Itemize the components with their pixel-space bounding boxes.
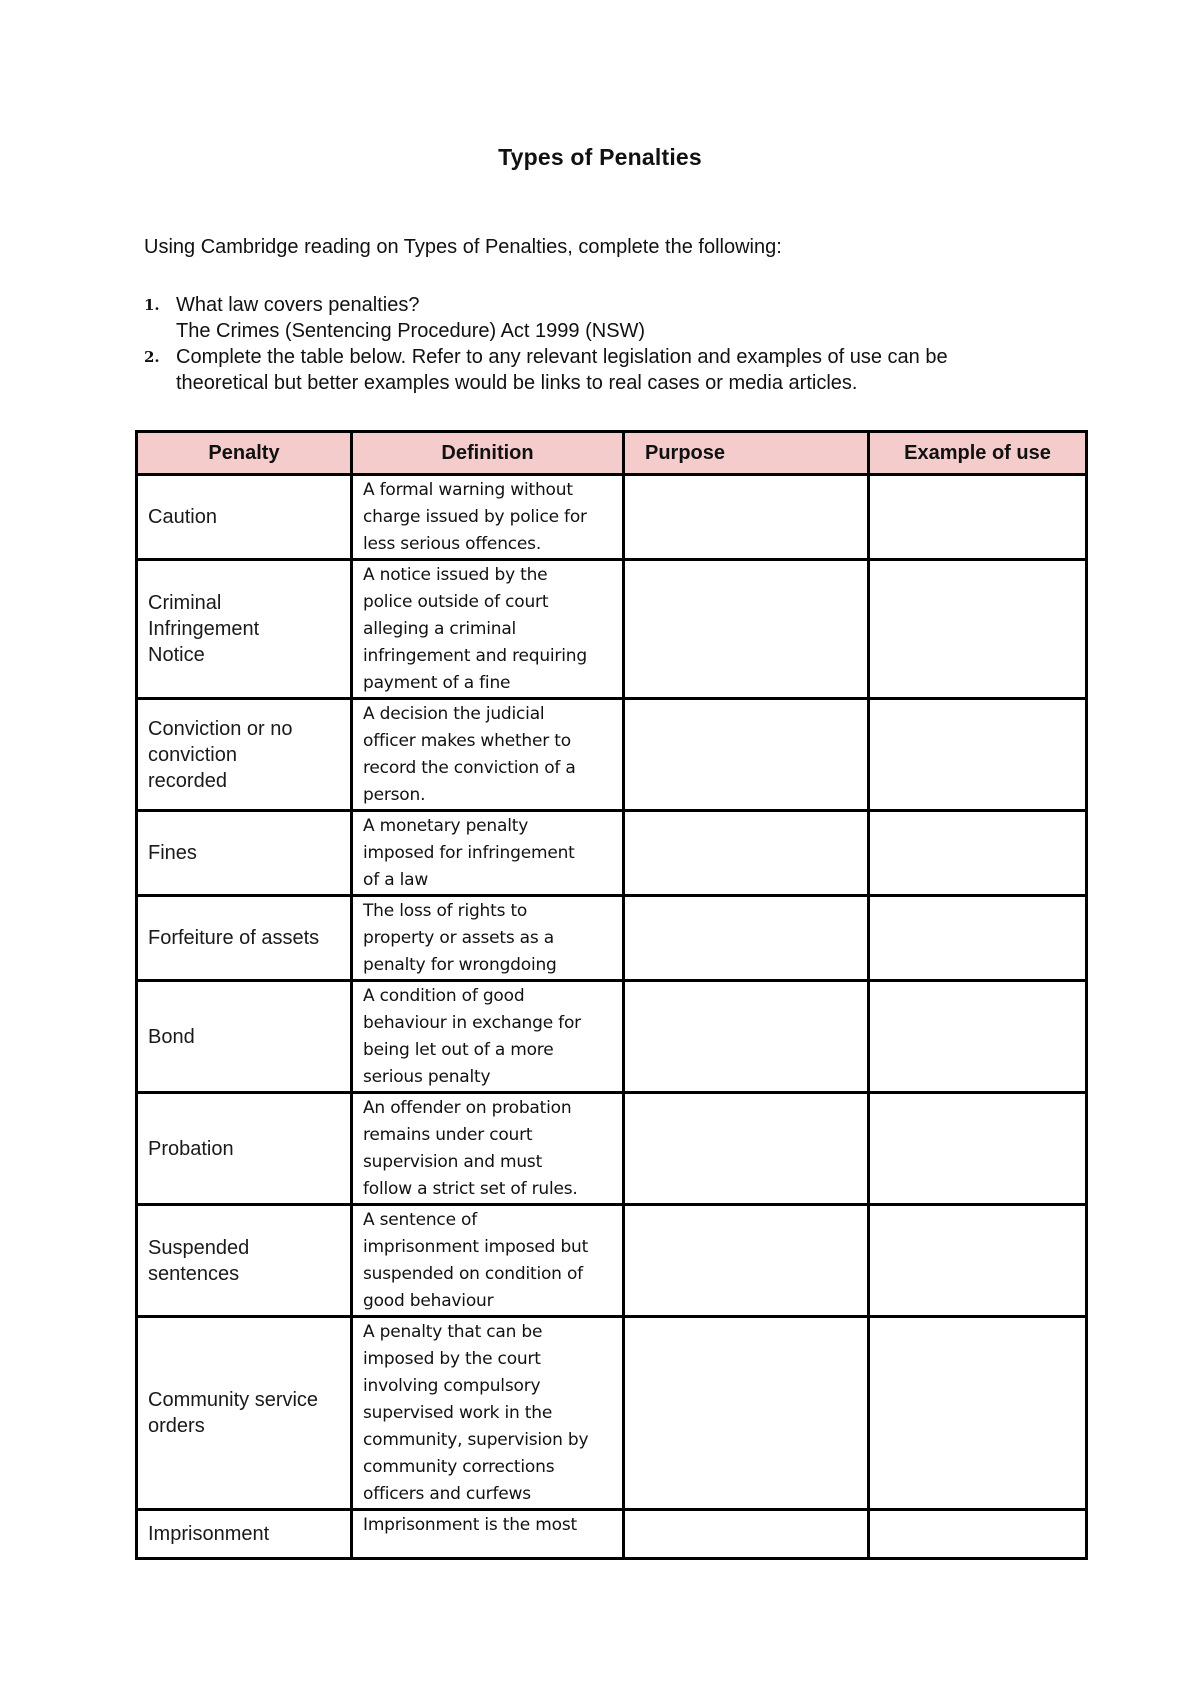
definition-text: A decision the judicial	[363, 704, 545, 724]
definition-text: follow a strict set of rules.	[363, 1179, 578, 1199]
definition-cell	[352, 560, 624, 699]
example-cell[interactable]	[869, 981, 1087, 1093]
purpose-cell[interactable]	[624, 1205, 869, 1317]
definition-text: imposed by the court	[363, 1349, 541, 1369]
header-purpose: Purpose	[624, 432, 869, 475]
penalty-cell	[137, 1205, 352, 1317]
definition-text: The loss of rights to	[363, 901, 528, 921]
table-row	[137, 896, 1087, 981]
table-body	[137, 475, 1087, 1559]
penalty-name: Criminal	[148, 592, 222, 614]
example-cell[interactable]	[869, 811, 1087, 896]
table-row	[137, 1093, 1087, 1205]
table-row	[137, 699, 1087, 811]
definition-text: record the conviction of a	[363, 758, 576, 778]
definition-text: involving compulsory	[363, 1376, 541, 1396]
definition-text: imposed for infringement	[363, 843, 575, 863]
definition-text: infringement and requiring	[363, 646, 587, 666]
penalty-name: Forfeiture of assets	[148, 927, 320, 949]
question-2	[144, 344, 1074, 396]
question-text-continued: theoretical but better examples would be links to real cases or media articles.	[176, 372, 858, 394]
penalty-name: Imprisonment	[148, 1523, 270, 1545]
definition-text: behaviour in exchange for	[363, 1013, 581, 1033]
definition-text: charge issued by police for	[363, 507, 587, 527]
penalty-cell	[137, 1317, 352, 1510]
penalty-name: Community service	[148, 1389, 319, 1411]
table-row	[137, 811, 1087, 896]
penalty-cell	[137, 699, 352, 811]
purpose-cell[interactable]	[624, 475, 869, 560]
definition-cell	[352, 1510, 624, 1559]
definition-text: A penalty that can be	[363, 1322, 543, 1342]
question-number: 1.	[144, 296, 160, 314]
penalty-cell	[137, 1510, 352, 1559]
example-cell[interactable]	[869, 1093, 1087, 1205]
penalty-name: orders	[148, 1415, 205, 1437]
penalty-name: Probation	[148, 1137, 234, 1160]
purpose-cell[interactable]	[624, 1510, 869, 1559]
purpose-cell[interactable]	[624, 981, 869, 1093]
penalty-cell	[137, 811, 352, 896]
penalty-name: Bond	[148, 1025, 195, 1048]
definition-text: police outside of court	[363, 592, 549, 612]
header-definition: Definition	[352, 432, 624, 475]
example-cell[interactable]	[869, 1510, 1087, 1559]
table-row	[137, 1510, 1087, 1559]
question-text: Complete the table below. Refer to any relevant legislation and examples of use can be	[176, 346, 948, 368]
definition-text: of a law	[363, 870, 429, 890]
example-cell[interactable]	[869, 699, 1087, 811]
question-text: What law covers penalties?	[176, 294, 420, 316]
example-cell[interactable]	[869, 896, 1087, 981]
definition-text: An offender on probation	[363, 1098, 572, 1118]
purpose-cell[interactable]	[624, 699, 869, 811]
penalty-cell	[137, 475, 352, 560]
purpose-cell[interactable]	[624, 1317, 869, 1510]
definition-text: suspended on condition of	[363, 1264, 583, 1284]
intro-text: Using Cambridge reading on Types of Penalties, complete the following:	[144, 236, 782, 258]
header-penalty: Penalty	[137, 432, 352, 475]
table-row	[137, 475, 1087, 560]
question-body	[176, 292, 1074, 344]
definition-cell	[352, 475, 624, 560]
penalty-cell	[137, 896, 352, 981]
definition-text: supervised work in the	[363, 1403, 553, 1423]
definition-text: A condition of good	[363, 986, 525, 1006]
penalty-name: recorded	[148, 769, 227, 792]
penalty-name: sentences	[148, 1262, 240, 1285]
definition-cell	[352, 1317, 624, 1510]
penalty-cell	[137, 560, 352, 699]
purpose-cell[interactable]	[624, 811, 869, 896]
definition-text: A monetary penalty	[363, 816, 529, 836]
definition-text: property or assets as a	[363, 928, 554, 948]
example-cell[interactable]	[869, 560, 1087, 699]
penalty-name: Infringement	[148, 618, 260, 640]
penalty-name: conviction	[148, 743, 237, 766]
definition-cell	[352, 699, 624, 811]
definition-text: penalty for wrongdoing	[363, 955, 557, 975]
example-cell[interactable]	[869, 475, 1087, 560]
question-1	[144, 292, 1074, 344]
example-cell[interactable]	[869, 1205, 1087, 1317]
question-body	[176, 344, 1074, 396]
definition-text: remains under court	[363, 1125, 533, 1145]
table-row	[137, 1317, 1087, 1510]
purpose-cell[interactable]	[624, 1093, 869, 1205]
definition-text: A formal warning without	[363, 480, 573, 500]
penalty-cell	[137, 1093, 352, 1205]
penalty-name: Conviction or no	[148, 717, 293, 740]
penalty-name: Suspended	[148, 1236, 250, 1259]
definition-cell	[352, 1093, 624, 1205]
definition-text: being let out of a more	[363, 1040, 554, 1060]
table-header-row	[137, 432, 1087, 475]
penalty-name: Caution	[148, 506, 217, 528]
definition-text: supervision and must	[363, 1152, 543, 1172]
definition-text: payment of a fine	[363, 673, 511, 693]
definition-text: officer makes whether to	[363, 731, 571, 751]
definition-cell	[352, 896, 624, 981]
definition-text: alleging a criminal	[363, 619, 517, 639]
example-cell[interactable]	[869, 1317, 1087, 1510]
header-example-of-use: Example of use	[869, 432, 1087, 475]
definition-text: imprisonment imposed but	[363, 1237, 589, 1257]
penalty-name: Notice	[148, 644, 205, 666]
definition-text: less serious offences.	[363, 534, 542, 554]
penalty-name: Fines	[148, 842, 197, 864]
definition-text: serious penalty	[363, 1067, 491, 1087]
definition-text: good behaviour	[363, 1291, 494, 1311]
definition-text: community corrections	[363, 1457, 555, 1477]
answer-text: The Crimes (Sentencing Procedure) Act 1999 (NSW)	[176, 320, 646, 342]
definition-cell	[352, 981, 624, 1093]
penalty-cell	[137, 981, 352, 1093]
definition-text: community, supervision by	[363, 1430, 589, 1450]
table-row	[137, 560, 1087, 699]
definition-text: person.	[363, 785, 426, 805]
definition-cell	[352, 1205, 624, 1317]
table-row	[137, 1205, 1087, 1317]
definition-text: officers and curfews	[363, 1484, 531, 1504]
penalties-table	[135, 430, 1088, 1560]
definition-text: A notice issued by the	[363, 565, 548, 585]
definition-cell	[352, 811, 624, 896]
table-row	[137, 981, 1087, 1093]
page-title: Types of Penalties	[498, 144, 702, 170]
definition-text: Imprisonment is the most	[363, 1515, 577, 1535]
purpose-cell[interactable]	[624, 560, 869, 699]
question-number: 2.	[144, 348, 160, 366]
question-list	[144, 292, 1074, 396]
definition-text: A sentence of	[363, 1210, 478, 1230]
purpose-cell[interactable]	[624, 896, 869, 981]
